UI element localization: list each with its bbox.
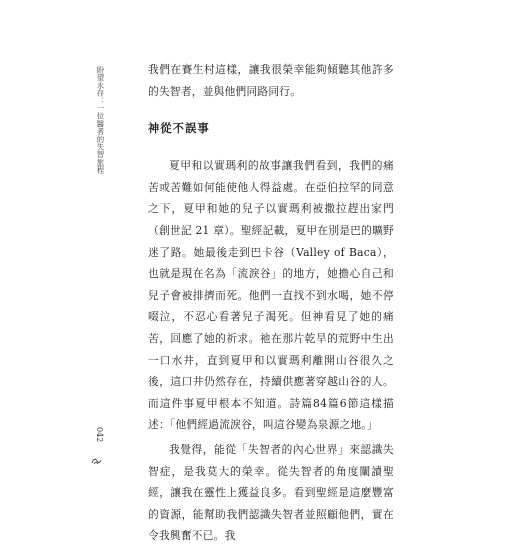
- body-paragraph: 夏甲和以實瑪利的故事讓我們看到，我們的痛苦或苦難如何能使他人得益處。在亞伯拉罕的同意之下，夏甲和她的兒子以實瑪利被撒拉趕出家門（創世記 21 章）。聖經記載，夏甲在別是巴的曠野迷了路。她最後走到巴卡谷（Valley of Baca），也就是現在名為「流淚谷」的地方，她擔心自己和兒子會被排擠而死。他們一直找不到水喝，她不停啜泣，不忍心看著兒子渴死。但神看見了她的痛苦，回應了她的祈求。祂在那片乾旱的荒野中生出一口水井，直到夏甲和以實瑪利離開山谷很久之後，這口井仍然存在，持續供應著穿越山谷的人。而這件事夏甲根本不知道。詩篇84篇6節這樣描述：「他們經過流淚谷，叫這谷變為泉源之地。」: [148, 159, 394, 432]
- ornament-icon: [91, 457, 102, 465]
- page-number-text: 042: [95, 427, 104, 443]
- running-title: 盼望永存：一位醫者的失智旅程: [96, 66, 105, 174]
- intro-paragraph: 我們在賽生村這樣，讓我很榮幸能夠傾聽其他許多的失智者，並與他們同路同行。: [148, 63, 394, 98]
- body-paragraph: 我覺得，能從「失智者的內心世界」來認識失智症，是我莫大的榮幸。從失智者的角度闡讀聖經，讓我在靈性上獲益良多。看到聖經是這麼豐富的資源，能幫助我們認識失智者並照顧他們，實在令我興奮不已。我: [148, 442, 394, 543]
- main-content: [148, 59, 394, 547]
- page-number: [88, 427, 104, 442]
- section-heading: 神從不誤事: [148, 122, 210, 136]
